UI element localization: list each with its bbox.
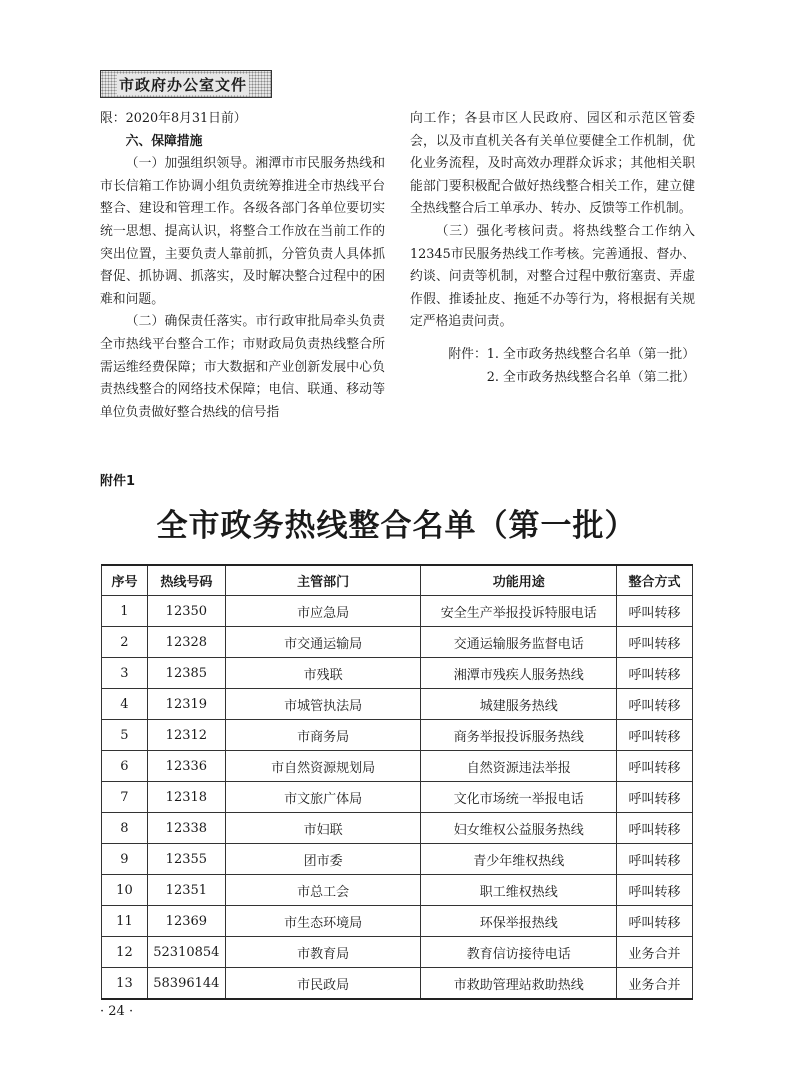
cell-index: 7 (102, 782, 148, 813)
cell-department: 团市委 (225, 844, 421, 875)
cell-method: 业务合并 (617, 968, 693, 1000)
cell-number: 12369 (147, 906, 225, 937)
cell-index: 9 (102, 844, 148, 875)
paragraph-responsibility-cont: 向工作；各县市区人民政府、园区和示范区管委会，以及市直机关各有关单位要健全工作机制，优化业务流程，及时高效办理群众诉求；其他相关职能部门要积极配合做好热线整合相关工作，建立健全热线整合后工单承办、转办、反馈等工作机制。 (410, 111, 695, 217)
cell-department: 市妇联 (225, 813, 421, 844)
table-row (102, 720, 693, 751)
cell-number: 58396144 (147, 968, 225, 1000)
paragraph-accountability: （三）强化考核问责。将热线整合工作纳入12345市民服务热线工作考核。完善通报、督办、约谈、问责等机制，对整合过程中敷衍塞责、弄虚作假、推诿扯皮、拖延不办等行为，将根据有关规定严格追责问责。 (410, 223, 695, 330)
table-row (102, 875, 693, 906)
cell-number: 12312 (147, 720, 225, 751)
cell-index: 10 (102, 875, 148, 906)
left-text-column (100, 108, 385, 424)
annex-label: 附件1 (100, 474, 136, 489)
table-row (102, 751, 693, 782)
table-row (102, 658, 693, 689)
table-row (102, 689, 693, 720)
cell-department: 市民政局 (225, 968, 421, 1000)
cell-method: 业务合并 (617, 937, 693, 968)
table-row (102, 906, 693, 937)
cell-method: 呼叫转移 (617, 782, 693, 813)
cell-number: 12350 (147, 596, 225, 627)
cell-number: 12351 (147, 875, 225, 906)
cell-function: 职工维权热线 (421, 875, 617, 906)
cell-function: 妇女维权公益服务热线 (421, 813, 617, 844)
cell-number: 52310854 (147, 937, 225, 968)
cell-number: 12355 (147, 844, 225, 875)
cell-index: 6 (102, 751, 148, 782)
heading-safeguards: 六、保障措施 (125, 133, 203, 149)
cell-method: 呼叫转移 (617, 875, 693, 906)
cell-method: 呼叫转移 (617, 720, 693, 751)
cell-department: 市应急局 (225, 596, 421, 627)
cell-index: 5 (102, 720, 148, 751)
attachment-line-1: 附件：1. 全市政务热线整合名单（第一批） (448, 346, 695, 362)
cell-index: 12 (102, 937, 148, 968)
cell-function: 湘潭市残疾人服务热线 (421, 658, 617, 689)
cell-number: 12319 (147, 689, 225, 720)
cell-function: 自然资源违法举报 (421, 751, 617, 782)
cell-function: 文化市场统一举报电话 (421, 782, 617, 813)
cell-department: 市商务局 (225, 720, 421, 751)
column-header-function: 功能用途 (421, 565, 617, 596)
cell-method: 呼叫转移 (617, 813, 693, 844)
cell-department: 市交通运输局 (225, 627, 421, 658)
table-row (102, 782, 693, 813)
paragraph-responsibility: （二）确保责任落实。市行政审批局牵头负责全市热线平台整合工作；市财政局负责热线整合所需运维经费保障；市大数据和产业创新发展中心负责热线整合的网络技术保障；电信、联通、移动等单位负责做好整合热线的信号指 (100, 314, 385, 420)
column-header-department: 主管部门 (225, 565, 421, 596)
cell-method: 呼叫转移 (617, 627, 693, 658)
table-header-row (102, 565, 693, 596)
cell-number: 12318 (147, 782, 225, 813)
cell-number: 12338 (147, 813, 225, 844)
cell-index: 2 (102, 627, 148, 658)
cell-department: 市文旅广体局 (225, 782, 421, 813)
document-title: 全市政务热线整合名单（第一批） (156, 508, 637, 544)
cell-function: 教育信访接待电话 (421, 937, 617, 968)
cell-method: 呼叫转移 (617, 658, 693, 689)
column-header-method: 整合方式 (617, 565, 693, 596)
cell-index: 11 (102, 906, 148, 937)
cell-index: 1 (102, 596, 148, 627)
table-row (102, 596, 693, 627)
cell-method: 呼叫转移 (617, 596, 693, 627)
cell-index: 13 (102, 968, 148, 1000)
cell-index: 3 (102, 658, 148, 689)
cell-department: 市教育局 (225, 937, 421, 968)
cell-number: 12385 (147, 658, 225, 689)
section-header (100, 70, 272, 98)
paragraph-deadline: 限：2020年8月31日前） (100, 111, 247, 126)
section-header-label: 市政府办公室文件 (119, 76, 248, 94)
cell-department: 市生态环境局 (225, 906, 421, 937)
cell-department: 市自然资源规划局 (225, 751, 421, 782)
cell-department: 市城管执法局 (225, 689, 421, 720)
hotline-table (101, 564, 693, 1000)
attachment-line-2: 2. 全市政务热线整合名单（第二批） (486, 369, 695, 385)
cell-function: 青少年维权热线 (421, 844, 617, 875)
cell-number: 12336 (147, 751, 225, 782)
cell-method: 呼叫转移 (617, 689, 693, 720)
column-header-index: 序号 (102, 565, 148, 596)
cell-function: 城建服务热线 (421, 689, 617, 720)
cell-method: 呼叫转移 (617, 844, 693, 875)
column-header-number: 热线号码 (147, 565, 225, 596)
table-row (102, 937, 693, 968)
cell-index: 8 (102, 813, 148, 844)
cell-function: 环保举报热线 (421, 906, 617, 937)
page-number: · 24 · (100, 1004, 134, 1019)
cell-function: 交通运输服务监督电话 (421, 627, 617, 658)
table-row (102, 968, 693, 1000)
cell-department: 市总工会 (225, 875, 421, 906)
table-row (102, 844, 693, 875)
cell-number: 12328 (147, 627, 225, 658)
cell-method: 呼叫转移 (617, 751, 693, 782)
table-row (102, 627, 693, 658)
table-row (102, 813, 693, 844)
right-text-column (410, 108, 695, 389)
cell-department: 市残联 (225, 658, 421, 689)
cell-index: 4 (102, 689, 148, 720)
cell-function: 商务举报投诉服务热线 (421, 720, 617, 751)
cell-method: 呼叫转移 (617, 906, 693, 937)
cell-function: 市救助管理站救助热线 (421, 968, 617, 1000)
paragraph-organization: （一）加强组织领导。湘潭市市民服务热线和市长信箱工作协调小组负责统筹推进全市热线平台整合、建设和管理工作。各级各部门各单位要切实统一思想、提高认识，将整合工作放在当前工作的突出位置，主要负责人靠前抓，分管负责人具体抓督促、抓协调、抓落实，及时解决整合过程中的困难和问题。 (100, 156, 385, 307)
cell-function: 安全生产举报投诉特服电话 (421, 596, 617, 627)
